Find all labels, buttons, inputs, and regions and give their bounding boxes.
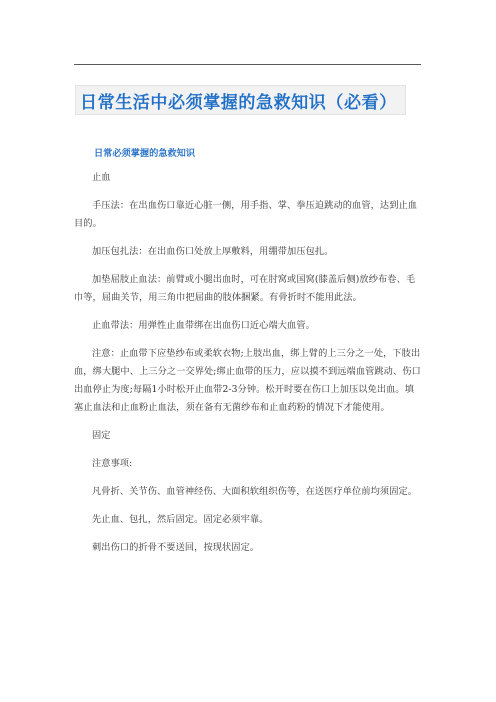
heading-stop-bleeding: 止血 <box>92 172 111 183</box>
header-divider <box>74 64 421 65</box>
paragraph-tourniquet: 止血带法：用弹性止血带绑在出血伤口近心端大血管。 <box>92 320 315 331</box>
heading-fixation: 固定 <box>92 430 111 441</box>
heading-precautions: 注意事项: <box>92 458 133 469</box>
paragraph-tourniquet-notes: 注意：止血带下应垫纱布或柔软衣物;上肢出血，绑上臂的上三分之一处，下肢出血，绑大腿中、上三分之一交界处;绑止血带的压力，应以摸不到远端血管跳动、伤口出血停止为度;每隔1小时松开止血带2-3分钟。松开时要在伤口上加压以免出血。填塞止血法和止血粉止血法，须在备有无菌纱布和止血药粉的情况下才能使用。 <box>74 348 421 413</box>
title-banner <box>75 85 406 115</box>
document-body <box>74 145 421 557</box>
paragraph-pressure-bandage: 加压包扎法：在出血伤口处放上厚敷料，用绷带加压包扎。 <box>92 246 334 257</box>
paragraph-fixation-scope: 凡骨折、关节伤、血管神经伤、大面积软组织伤等，在送医疗单位前均须固定。 <box>92 486 418 497</box>
paragraph-hand-pressure: 手压法：在出血伤口靠近心脏一侧，用手指、掌、拳压迫跳动的血管，达到止血目的。 <box>74 200 418 229</box>
document-title: 日常生活中必须掌握的急救知识（必看） <box>80 92 397 113</box>
section-heading: 日常必须掌握的急救知识 <box>94 148 196 159</box>
paragraph-fixation-order: 先止血、包扎，然后固定。固定必须牢靠。 <box>92 514 269 525</box>
paragraph-flexion-pad: 加垫屈肢止血法：前臂或小腿出血时，可在肘窝或国窝(膝盖后侧)放纱布卷、毛巾等，屈曲关节，用三角巾把屈曲的肢体捆紧。有骨折时不能用此法。 <box>74 274 416 303</box>
paragraph-protruding-bone: 刺出伤口的折骨不要送回，按现状固定。 <box>92 542 260 553</box>
